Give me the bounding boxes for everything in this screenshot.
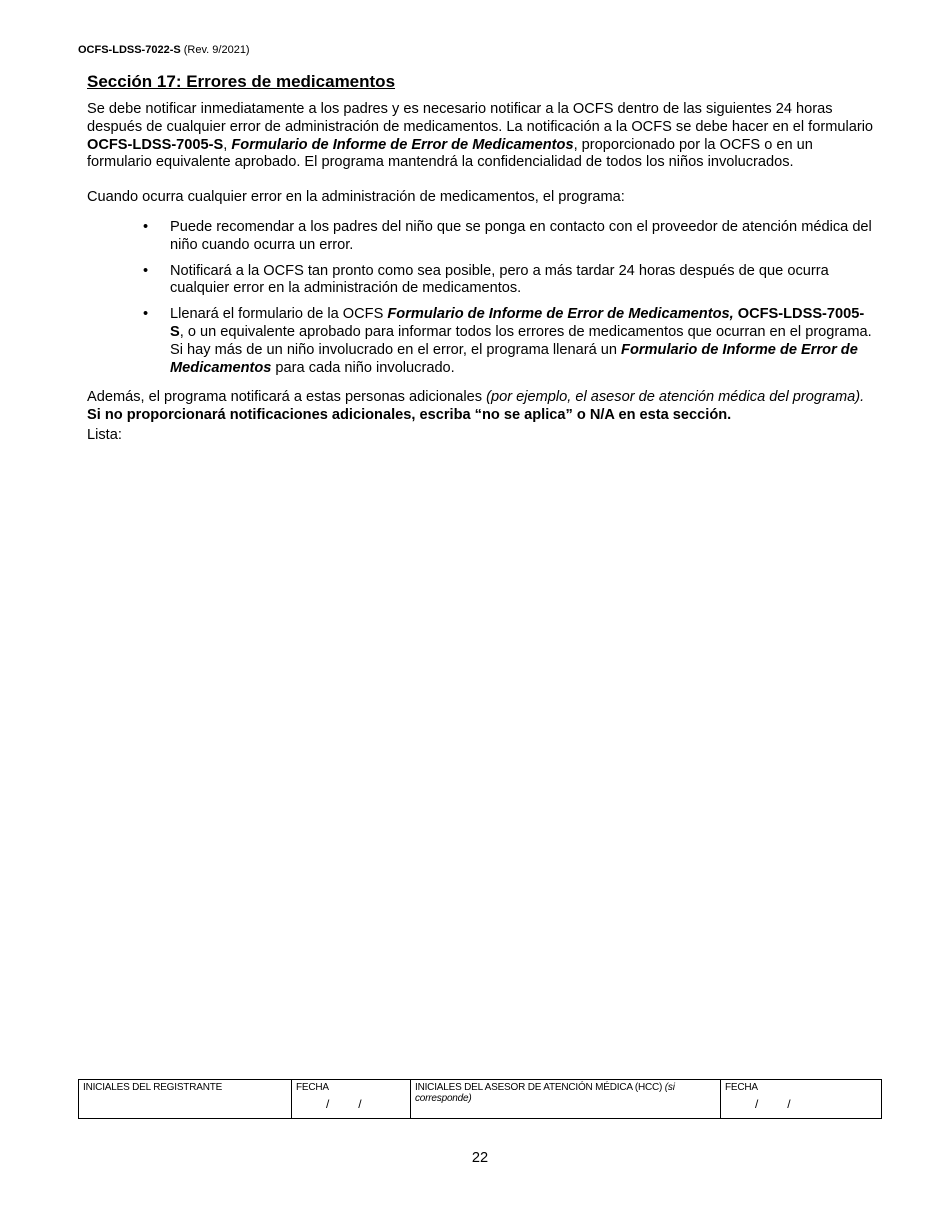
list-entry-area[interactable] bbox=[87, 445, 877, 1045]
hcc-initials-label: INICIALES DEL ASESOR DE ATENCIÓN MÉDICA (HCC) bbox=[415, 1082, 663, 1093]
form-header bbox=[78, 44, 250, 56]
signature-table bbox=[78, 1079, 882, 1119]
bullet3-text-2: , o un equivalente aprobado para informar todos los errores de medicamentos que ocurran en el programa. Si hay más de un niño involucrado en el error, el programa llenará un bbox=[170, 323, 872, 358]
bullet3-form-code: OCFS-LDSS-7005-S bbox=[170, 306, 865, 340]
page-number: 22 bbox=[471, 1150, 489, 1166]
intro-form-title: Formulario de Informe de Error de Medicamentos bbox=[231, 136, 574, 153]
hcc-date-field[interactable] bbox=[721, 1080, 881, 1118]
intro-text-3: , proporcionado por la OCFS o en un formulario equivalente aprobado. El programa mantendrá la confidencialidad de todos los niños involucrados. bbox=[87, 136, 813, 171]
section-title: Sección 17: Errores de medicamentos bbox=[87, 72, 396, 91]
list-item: • Puede recomendar a los padres del niño que se ponga en contacto con el proveedor de atención médica del niño cuando ocurra un error. bbox=[87, 219, 877, 255]
registrant-initials-label: INICIALES DEL REGISTRANTE bbox=[83, 1082, 223, 1093]
date-label: FECHA bbox=[296, 1082, 329, 1093]
intro-paragraph bbox=[87, 101, 877, 172]
hcc-initials-field[interactable] bbox=[411, 1080, 721, 1118]
date-slashes: / / bbox=[755, 1097, 791, 1111]
section-content bbox=[87, 72, 877, 1045]
ademas-instruction: Si no proporcionará notificaciones adicionales, escriba “no se aplica” o N/A en esta sección. bbox=[87, 407, 732, 424]
bullet3-form-title: Formulario de Informe de Error de Medicamentos, bbox=[387, 306, 734, 323]
list-item bbox=[87, 306, 877, 377]
intro-form-code: OCFS-LDSS-7005-S bbox=[87, 136, 224, 153]
date-label: FECHA bbox=[725, 1082, 758, 1093]
when-paragraph: Cuando ocurra cualquier error en la administración de medicamentos, el programa: bbox=[87, 189, 625, 206]
form-revision: (Rev. 9/2021) bbox=[183, 44, 250, 56]
registrant-date-field[interactable] bbox=[292, 1080, 411, 1118]
list-label: Lista: bbox=[87, 426, 122, 443]
additional-notice-paragraph bbox=[87, 389, 877, 425]
list-item: • Notificará a la OCFS tan pronto como sea posible, pero a más tardar 24 horas después de que ocurra cualquier error en la administración de medicamentos. bbox=[87, 263, 877, 299]
bullet3-text-1: Llenará el formulario de la OCFS bbox=[170, 306, 388, 323]
intro-text-1: Se debe notificar inmediatamente a los padres y es necesario notificar a la OCFS dentro de las siguientes 24 horas después de cualquier error de administración de medicamentos. La notificación a la OCFS se debe hacer en el formulario bbox=[87, 101, 874, 135]
date-slashes: / / bbox=[326, 1097, 362, 1111]
intro-text-2: , bbox=[223, 136, 232, 153]
ademas-example: (por ejemplo, el asesor de atención médica del programa). bbox=[486, 389, 865, 406]
bullet3-form-title-2: Formulario de Informe de Error de Medicamentos bbox=[170, 341, 858, 376]
form-code: OCFS-LDSS-7022-S bbox=[78, 44, 181, 56]
registrant-initials-field[interactable] bbox=[79, 1080, 292, 1118]
ademas-text-1: Además, el programa notificará a estas personas adicionales bbox=[87, 389, 487, 406]
procedure-list bbox=[87, 219, 877, 377]
hcc-note: (si corresponde) bbox=[415, 1082, 675, 1104]
bullet3-text-3: para cada niño involucrado. bbox=[271, 359, 455, 376]
